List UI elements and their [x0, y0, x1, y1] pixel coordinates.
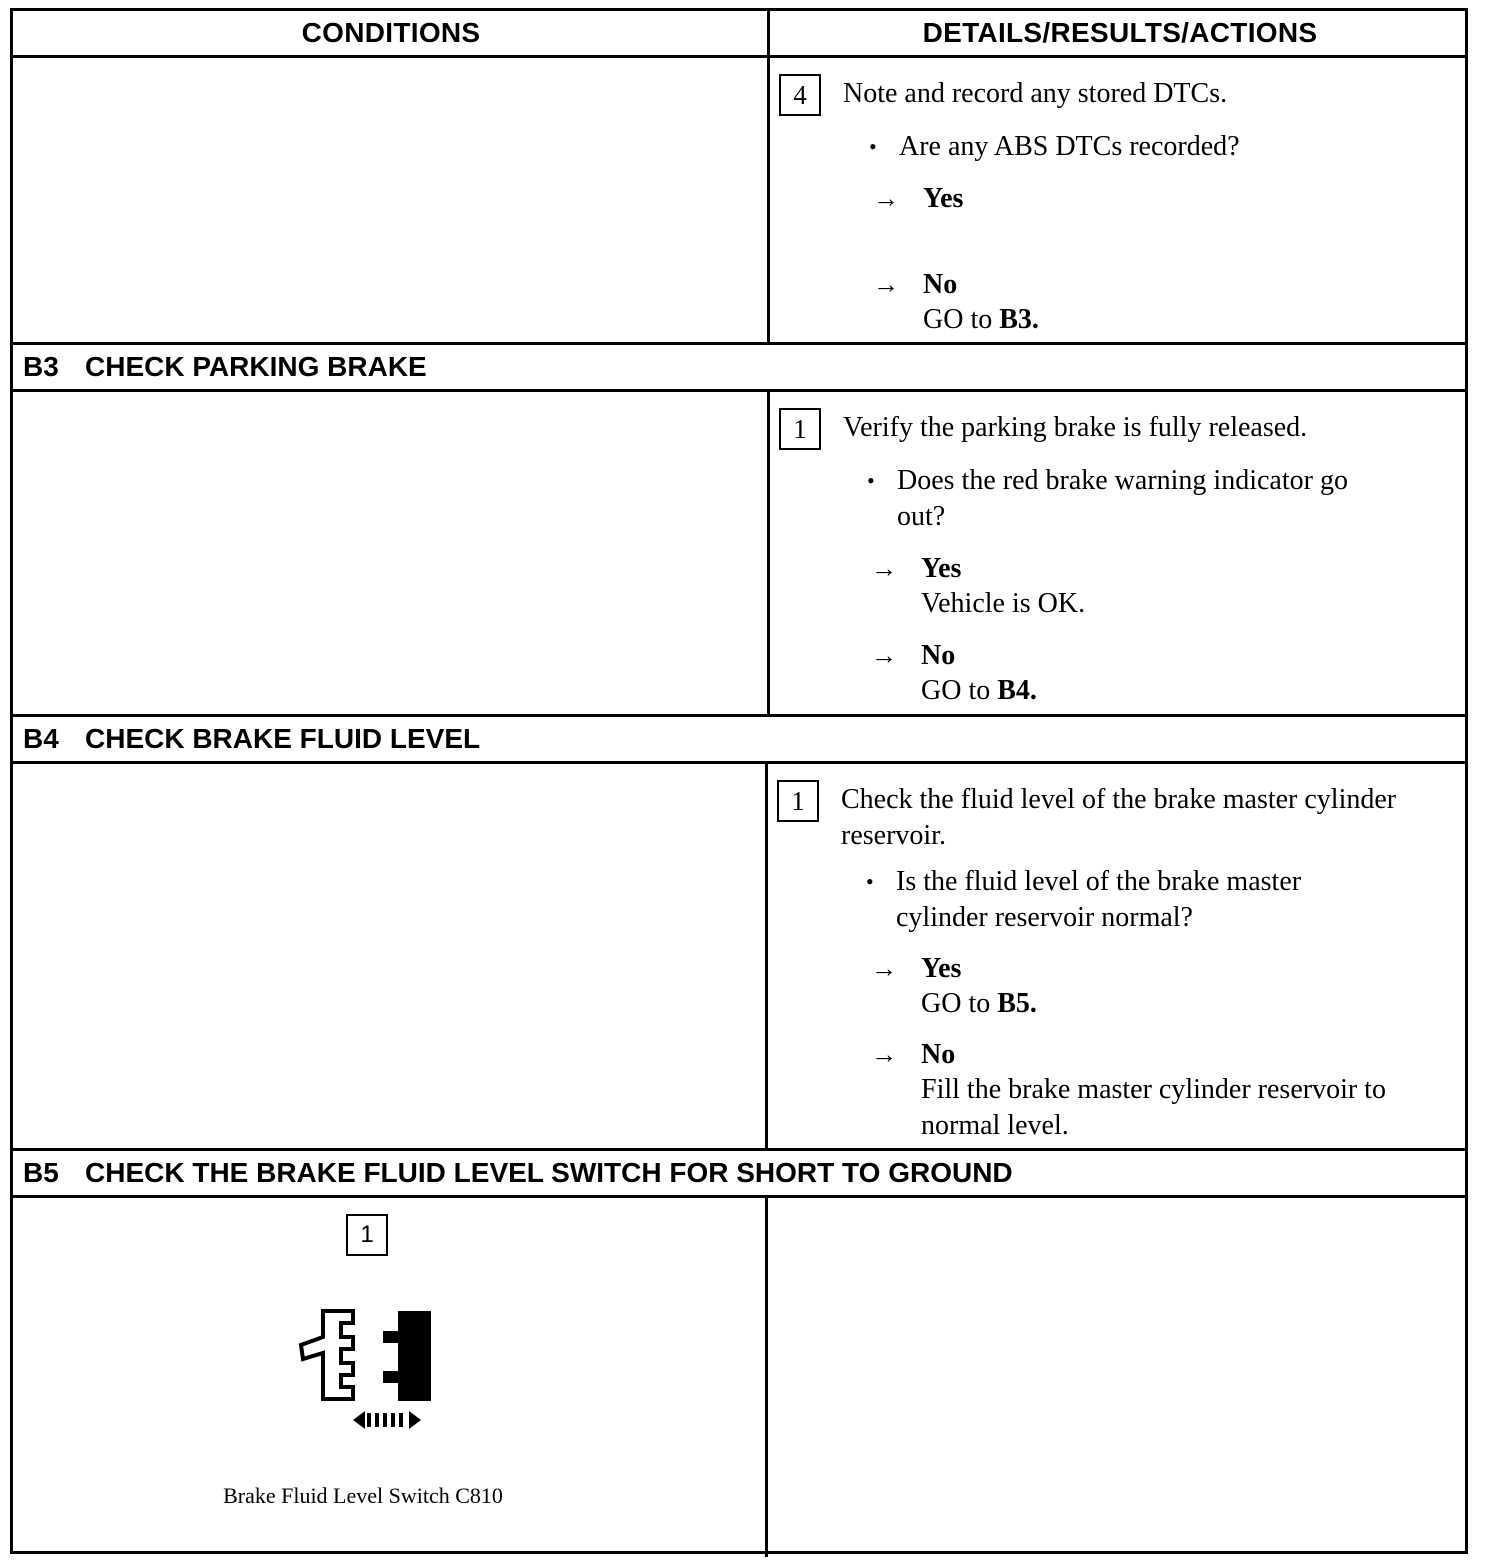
- question-text: cylinder reservoir normal?: [896, 902, 1193, 933]
- section-title: CHECK BRAKE FLUID LEVEL: [85, 723, 481, 754]
- question: [869, 129, 1240, 165]
- goto-target: B5.: [997, 988, 1037, 1019]
- goto-target: B4.: [997, 675, 1037, 706]
- answer-yes-action: Vehicle is OK.: [921, 588, 1086, 619]
- arrow-right-icon: →: [873, 184, 899, 213]
- step-number-box: 1: [779, 408, 821, 450]
- arrow-right-icon: →: [871, 554, 897, 583]
- header-conditions: CONDITIONS: [301, 17, 481, 48]
- question: [866, 864, 1302, 936]
- column-divider: [767, 389, 770, 717]
- header-details: DETAILS/RESULTS/ACTIONS: [922, 17, 1318, 48]
- diagnostic-table: [10, 8, 1468, 1554]
- answer-no-action: GO to B3.: [923, 304, 1039, 335]
- figure-caption: Brake Fluid Level Switch C810: [223, 1483, 503, 1508]
- answer-yes-action: GO to B5.: [921, 988, 1037, 1019]
- question-text: Does the red brake warning indicator go: [897, 465, 1348, 496]
- arrow-right-icon: →: [871, 1040, 897, 1069]
- section-code: B3: [23, 351, 59, 382]
- step-instruction: Note and record any stored DTCs.: [843, 78, 1228, 109]
- step-number-box: 1: [777, 780, 819, 822]
- divider: [13, 55, 1465, 58]
- question-text: Is the fluid level of the brake master: [896, 866, 1302, 897]
- section-title: CHECK THE BRAKE FLUID LEVEL SWITCH FOR SHORT TO GROUND: [85, 1157, 1013, 1188]
- answer-no-action: Fill the brake master cylinder reservoir to normal level.: [921, 1074, 1386, 1141]
- answer-no-action: GO to B4.: [921, 675, 1037, 706]
- question-text: Are any ABS DTCs recorded?: [899, 131, 1240, 162]
- section-title: CHECK PARKING BRAKE: [85, 351, 427, 382]
- arrow-right-icon: →: [871, 954, 897, 983]
- answer-no: No: [923, 269, 958, 300]
- divider: [13, 761, 1465, 764]
- divider: [13, 1195, 1465, 1198]
- connector-half-open: [301, 1311, 353, 1399]
- divider: [13, 389, 1465, 392]
- column-divider: [765, 1195, 768, 1557]
- arrow-right-icon: →: [871, 641, 897, 670]
- column-divider: [767, 11, 770, 345]
- question: [867, 463, 1348, 535]
- step-number-box: 4: [779, 74, 821, 116]
- step-instruction: Verify the parking brake is fully released.: [843, 412, 1308, 443]
- bullet-icon: •: [869, 134, 877, 159]
- connector-disconnect-icon: [293, 1301, 443, 1441]
- bullet-icon: •: [866, 869, 874, 894]
- answer-yes: Yes: [921, 553, 962, 584]
- section-b4-title: [23, 717, 480, 761]
- goto-target: B3.: [999, 304, 1039, 335]
- section-b5-title: [23, 1151, 1013, 1195]
- answer-yes: Yes: [921, 953, 962, 984]
- question-text: out?: [897, 501, 946, 532]
- double-arrow-icon: [353, 1411, 421, 1429]
- connector-half-filled: [383, 1311, 431, 1401]
- answer-no: No: [921, 640, 956, 671]
- answer-no: No: [921, 1039, 956, 1070]
- step-number-box: 1: [346, 1214, 388, 1256]
- section-code: B4: [23, 723, 59, 754]
- section-code: B5: [23, 1157, 59, 1188]
- step-instruction: Check the fluid level of the brake master cylinder reservoir.: [841, 784, 1397, 851]
- arrow-right-icon: →: [873, 270, 899, 299]
- column-divider: [765, 761, 768, 1151]
- answer-yes: Yes: [923, 183, 964, 214]
- bullet-icon: •: [867, 468, 875, 493]
- section-b3-title: [23, 345, 427, 389]
